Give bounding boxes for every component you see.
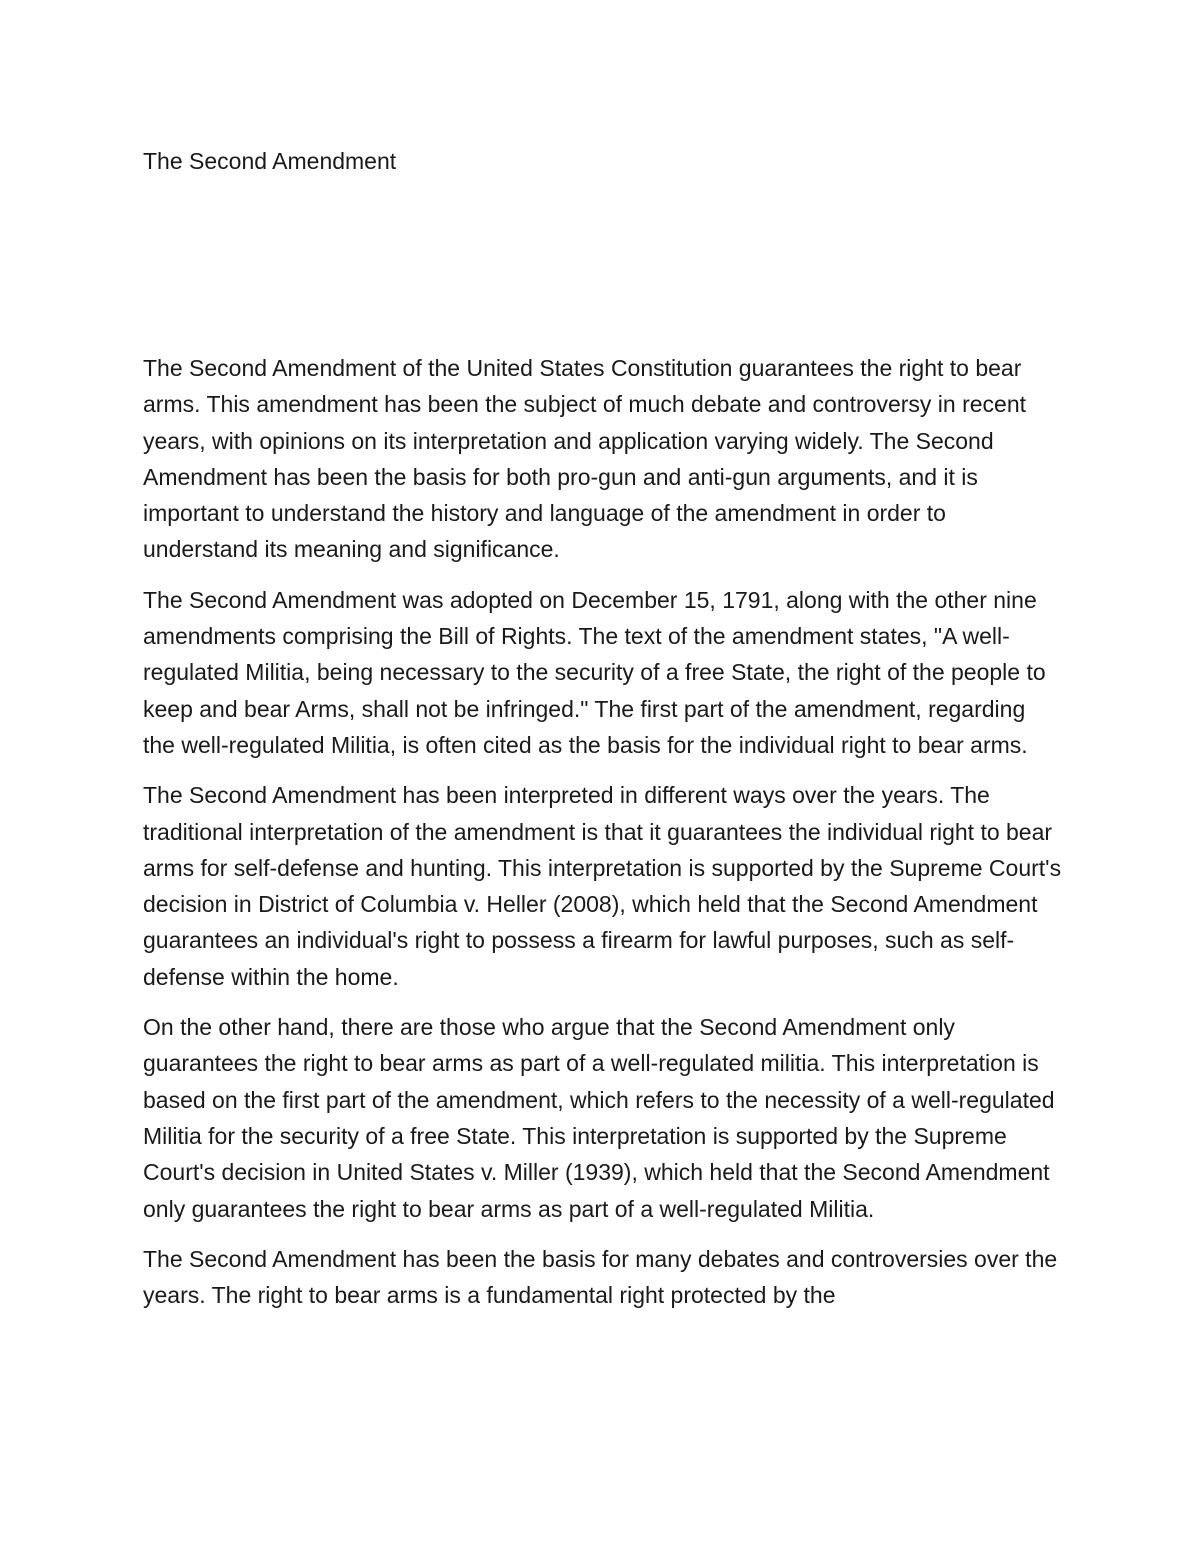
paragraph-4: On the other hand, there are those who argue that the Second Amendment only guarantees the right to bear arms as part of a well-regulated militia. This interpretation is based on the first part of the amendment, which refers to the necessity of a well-regulated Militia for the security of a free State. This interpretation is supported by the Supreme Court's decision in United States v. Miller (1939), which held that the Second Amendment only guarantees the right to bear arms as part of a well-regulated Militia. (143, 1014, 1055, 1222)
document-body (143, 350, 1063, 1327)
paragraph-3: The Second Amendment has been interpreted in different ways over the years. The traditional interpretation of the amendment is that it guarantees the individual right to bear arms for self-defense and hunting. This interpretation is supported by the Supreme Court's decision in District of Columbia v. Heller (2008), which held that the Second Amendment guarantees an individual's right to possess a firearm for lawful purposes, such as self-defense within the home. (143, 782, 1062, 990)
paragraph-5: The Second Amendment has been the basis for many debates and controversies over the years. The right to bear arms is a fundamental right protected by the (143, 1245, 1058, 1309)
document-title: The Second Amendment (143, 148, 397, 174)
paragraph-2: The Second Amendment was adopted on December 15, 1791, along with the other nine amendments comprising the Bill of Rights. The text of the amendment states, "A well-regulated Militia, being necessary to the security of a free State, the right of the people to keep and bear Arms, shall not be infringed." The first part of the amendment, regarding the well-regulated Militia, is often cited as the basis for the individual right to bear arms. (143, 586, 1046, 758)
paragraph-1: The Second Amendment of the United States Constitution guarantees the right to bear arms. This amendment has been the subject of much debate and controversy in recent years, with opinions on its interpretation and application varying widely. The Second Amendment has been the basis for both pro-gun and anti-gun arguments, and it is important to understand the history and language of the amendment in order to understand its meaning and significance. (143, 355, 1027, 563)
